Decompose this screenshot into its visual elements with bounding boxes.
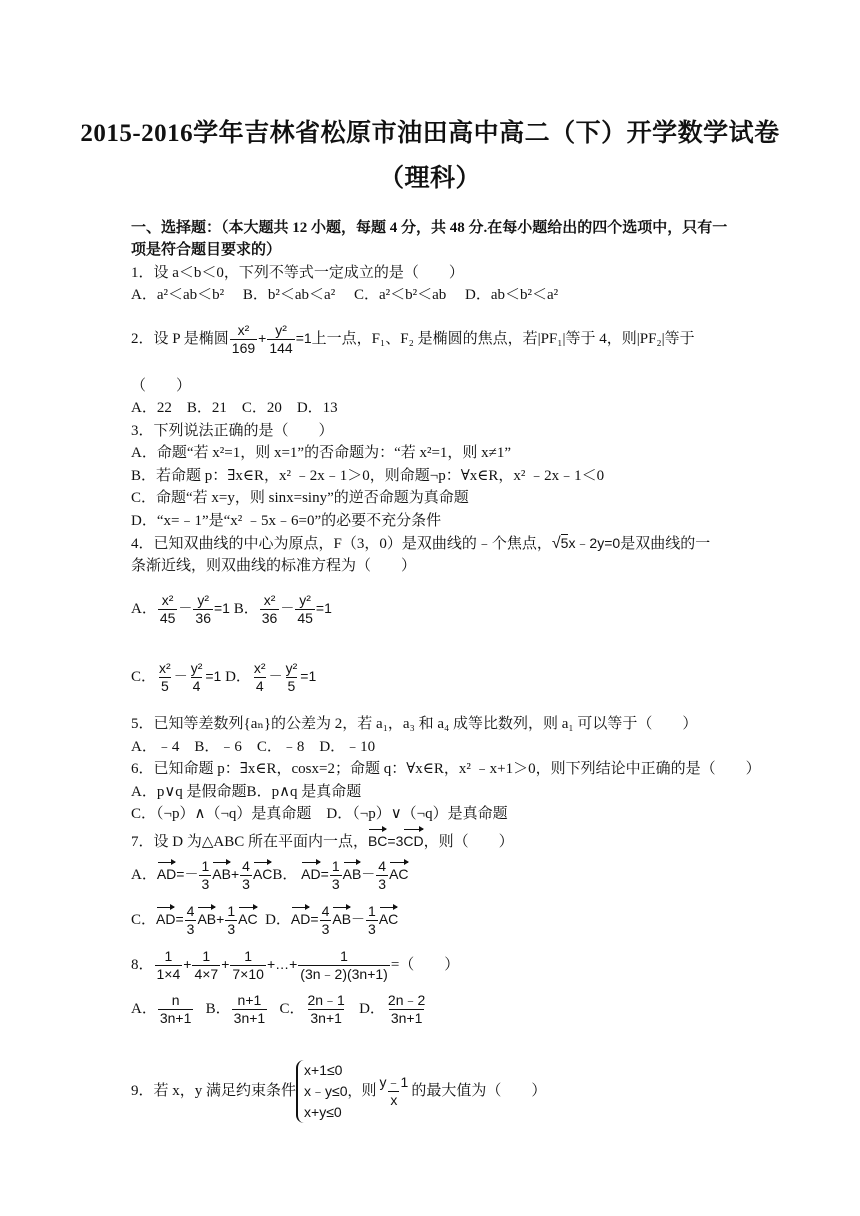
exam-title: 2015-2016学年吉林省松原市油田高中高二（下）开学数学试卷: [80, 120, 780, 147]
q1-stem: 1．设 a＜b＜0，下列不等式一定成立的是（ ）: [131, 265, 464, 281]
q7-options-cd: C．AD= $\frac{4}{3}$ AB+ $\frac{1}{3}$ AC D．AD= $\frac{4}{3}$ AB－ $\frac{1}{3}$ AC: [131, 903, 399, 937]
q4-stem: 4．已知双曲线的中心为原点，F（3，0）是双曲线的﹣个焦点，√5x﹣2y=0是双曲线的一: [131, 535, 711, 552]
q2-stem-tail: （ ）: [131, 378, 192, 394]
q3-option-d: D．“x=﹣1”是“x² ﹣5x﹣6=0”的必要不充分条件: [131, 513, 442, 529]
exam-subtitle: （理科）: [378, 165, 481, 192]
q2-stem: 2．设 P 是椭圆 $\frac{\text{x²}}{169}$ + $\frac{\text{y²}}{144}$ =1上一点，F₁、F₂ 是椭圆的焦点，若|PF₁|等于 4，则|PF₂|等于: [131, 322, 695, 356]
q5-options: A．﹣4 B．﹣6 C．﹣8 D．﹣10: [131, 739, 376, 755]
q2-frac-y: $\frac{\text{y²}}{144}$: [269, 322, 293, 356]
q9-stem: 9．若 x，y 满足约束条件 x+1≤0 x﹣y≤0， x+y≤0 则 $\frac{y﹣1}{x}$ 的最大值为（ ）: [131, 1060, 546, 1123]
section-header-line1: 一、选择题：（本大题共 12 小题，每题 4 分，共 48 分.在每小题给出的四个选项中，只有一: [131, 220, 728, 236]
q5-stem: 5．已知等差数列{aₙ}的公差为 2，若 a₁，a₃ 和 a₄ 成等比数列，则 a₁ 可以等于（ ）: [131, 716, 698, 732]
q4-stem-cont: 条渐近线，则双曲线的标准方程为（ ）: [131, 558, 417, 574]
q2-options: A．22 B．21 C．20 D．13: [131, 400, 338, 416]
q4-sqrt: √5: [551, 535, 569, 552]
q3-option-a: A．命题“若 x²=1，则 x=1”的否命题为：“若 x²=1，则 x≠1”: [131, 445, 512, 461]
q3-option-b: B．若命题 p：∃x∈R，x² ﹣2x﹣1＞0，则命题¬p：∀x∈R，x² ﹣2x﹣1＜0: [131, 468, 605, 484]
section-header-line2: 项是符合题目要求的）: [131, 242, 282, 258]
q1-options: A．a²＜ab＜b² B．b²＜ab＜a² C．a²＜b²＜ab D．ab＜b²＜a²: [131, 287, 559, 303]
q4-options-cd: C． $\frac{\text{x²}}{5}$ － $\frac{\text{y²}}{4}$ =1 D． $\frac{\text{x²}}{4}$ － $\frac{\text{y²}}{5}$ =1: [131, 660, 317, 694]
q9-constraint-system: x+1≤0 x﹣y≤0， x+y≤0: [296, 1060, 361, 1123]
q7-options-ab: A．AD=－ $\frac{1}{3}$ AB+ $\frac{4}{3}$ ACB． AD= $\frac{1}{3}$ AB－ $\frac{4}{3}$ AC: [131, 858, 409, 892]
q7-stem: 7．设 D 为△ABC 所在平面内一点，BC=3CD，则（ ）: [131, 828, 514, 851]
q6-options-cd: C．（¬p）∧（¬q）是真命题 D．（¬p）∨（¬q）是真命题: [131, 806, 508, 822]
q4-options-ab: A． $\frac{\text{x²}}{45}$ － $\frac{\text{y²}}{36}$ =1 B． $\frac{\text{x²}}{36}$ － $\frac{\text{y²}}{45}$ =1: [131, 592, 332, 626]
q6-options-ab: A．p∨q 是假命题B．p∧q 是真命题: [131, 784, 362, 800]
q2-frac-x: $\frac{\text{x²}}{169}$: [231, 322, 256, 356]
q6-stem: 6．已知命题 p：∃x∈R，cosx=2；命题 q：∀x∈R，x² ﹣x+1＞0，则下列结论中正确的是（ ）: [131, 761, 761, 777]
q3-stem: 3．下列说法正确的是（ ）: [131, 423, 334, 439]
q8-options: A． $\frac{n}{3n+1}$ B． $\frac{n+1}{3n+1}$ C． $\frac{2n﹣1}{3n+1}$ D． $\frac{2n﹣2}{3n+1}$: [131, 992, 426, 1026]
q8-stem: 8． $\frac{1}{1\times 4}$ + $\frac{1}{4\times 7}$ + $\frac{1}{7\times 10}$ +…+ $\frac{1}{(3n﹣2)(3n+1)}$ =（ ）: [131, 948, 460, 982]
q3-option-c: C．命题“若 x=y，则 sinx=siny”的逆否命题为真命题: [131, 490, 469, 506]
